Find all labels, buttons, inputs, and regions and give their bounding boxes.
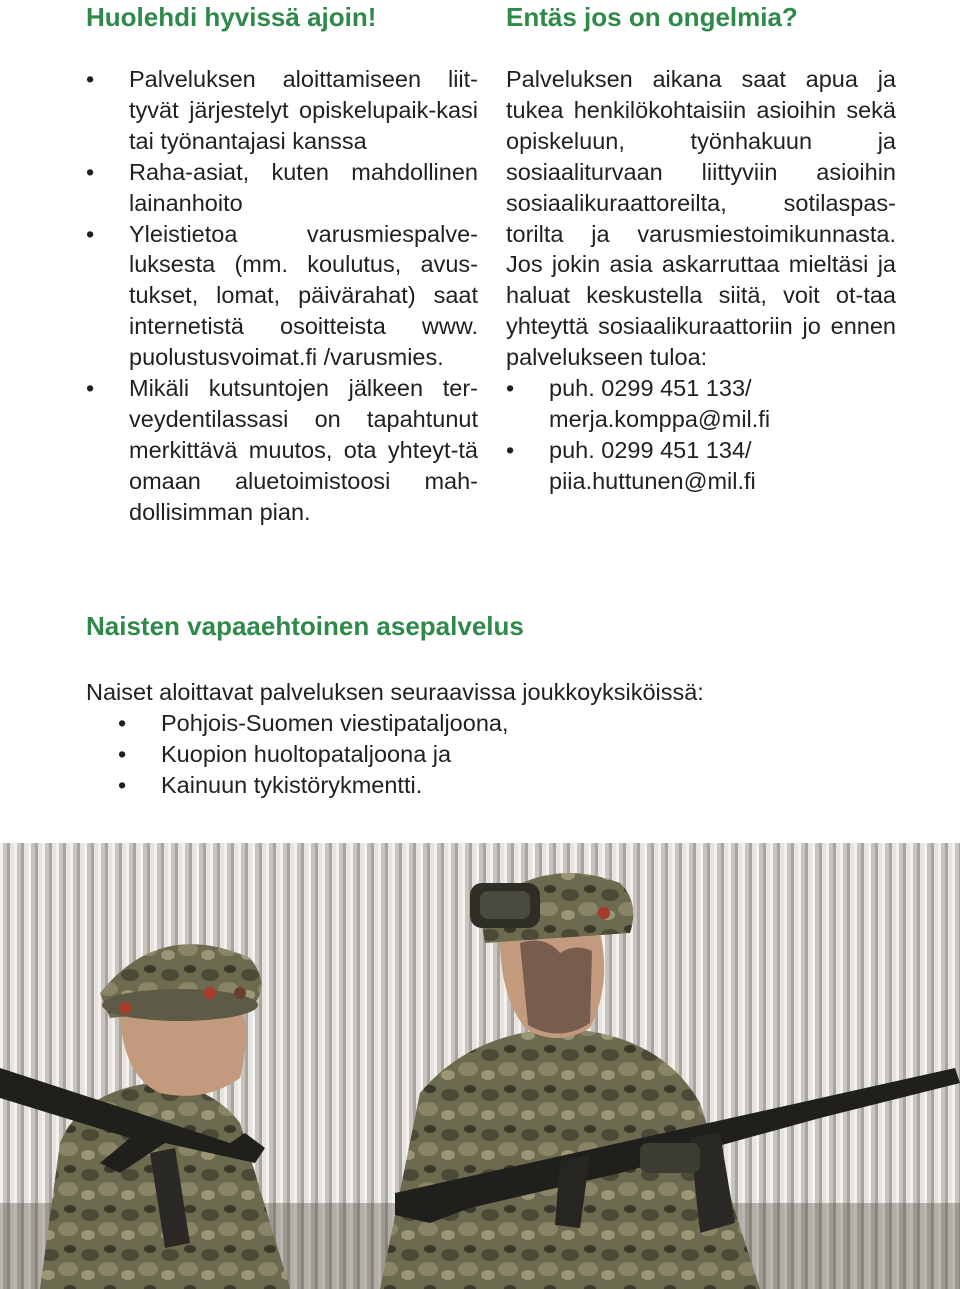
- contact-list: [506, 373, 896, 497]
- list-item: • Pohjois-Suomen viestipataljoona,: [118, 708, 918, 739]
- women-intro: Naiset aloittavat palveluksen seuraavissa joukkoyksiköissä:: [86, 679, 704, 705]
- list-item: • Kainuun tykistörykmentti.: [118, 770, 918, 801]
- left-column: [86, 64, 478, 528]
- left-heading: Huolehdi hyvissä ajoin!: [86, 2, 377, 32]
- contact-item: [506, 435, 896, 497]
- soldiers-photo: [0, 843, 960, 1289]
- contact-phone: • puh. 0299 451 134/: [549, 436, 752, 463]
- right-column: [506, 64, 896, 497]
- list-item: • Kuopion huoltopataljoona ja: [118, 739, 918, 770]
- preparation-list: [86, 64, 478, 528]
- list-item: • Yleistietoa varusmiespalve-luksesta (mm. koulutus, avus-tukset, lomat, päivärahat) saat internetistä osoitteista www. puolustusvoimat.fi /varusmies.: [86, 219, 478, 374]
- list-item: • Palveluksen aloittamiseen liit-tyvät järjestelyt opiskelupaik-kasi tai työnantajasi kanssa: [86, 64, 478, 157]
- units-list: [118, 708, 918, 801]
- contact-email: piia.huttunen@mil.fi: [549, 467, 756, 494]
- right-heading: Entäs jos on ongelmia?: [506, 2, 798, 32]
- contact-email: merja.komppa@mil.fi: [549, 405, 771, 432]
- contact-phone: • puh. 0299 451 133/: [549, 375, 752, 402]
- list-item: • Raha-asiat, kuten mahdollinen lainanhoito: [86, 157, 478, 219]
- women-heading: Naisten vapaaehtoinen asepalvelus: [86, 611, 524, 641]
- support-paragraph: Palveluksen aikana saat apua ja tukea henkilökohtaisiin asioihin sekä opiskeluun, työnhakuun ja sosiaaliturvaan liittyviin asioihin sosiaalikuraattoreilta, sotilaspas-torilta ja varusmiestoimikunnasta. Jos jokin asia askarruttaa mieltäsi ja haluat keskustella siitä, voit ot-taa yhteyttä sosiaalikuraattoriin jo ennen palvelukseen tuloa:: [506, 66, 896, 371]
- contact-item: [506, 373, 896, 435]
- list-item: • Mikäli kutsuntojen jälkeen ter-veydentilassasi on tapahtunut merkittävä muutos, ota yhteyt-tä omaan aluetoimistoosi mah-dollisimman pian.: [86, 373, 478, 528]
